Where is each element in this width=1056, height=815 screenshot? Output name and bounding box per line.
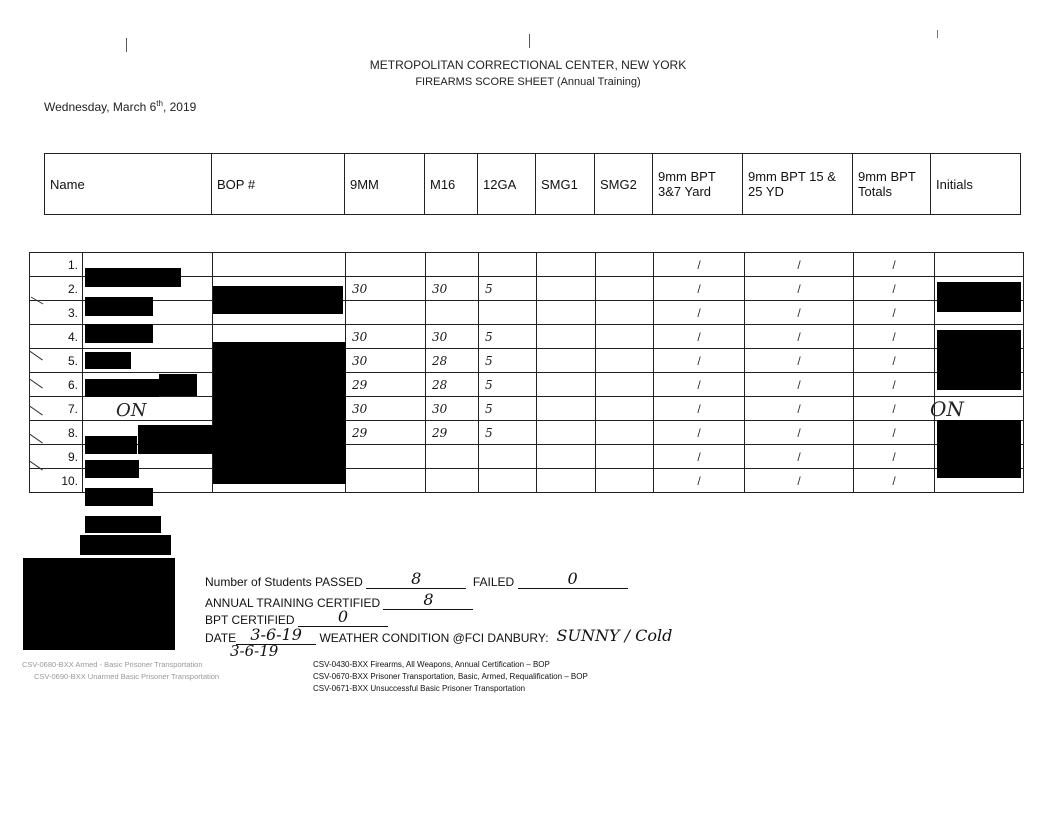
column-header: 9mm BPT 15 & 25 YD [743, 154, 853, 215]
score-9mm [346, 469, 426, 493]
score-m16 [426, 469, 479, 493]
name-cell [83, 397, 213, 421]
score-smg2 [596, 349, 654, 373]
bop-cell [213, 253, 346, 277]
score-smg2 [596, 253, 654, 277]
row-number: 1. [30, 253, 83, 277]
score-smg1 [537, 373, 596, 397]
score-smg2 [596, 421, 654, 445]
row-number: 3. [30, 301, 83, 325]
bpt-3-7-cell: / [654, 253, 745, 277]
document-subtitle: FIREARMS SCORE SHEET (Annual Training) [415, 76, 641, 88]
bpt-3-7-cell: / [654, 469, 745, 493]
bpt-totals-cell: / [854, 421, 935, 445]
column-header: SMG2 [595, 154, 653, 215]
failed-label: FAILED [472, 575, 515, 589]
score-smg2 [596, 469, 654, 493]
score-9mm: 30 [346, 349, 426, 373]
score-m16 [426, 301, 479, 325]
column-header: Initials [931, 154, 1021, 215]
bpt-3-7-cell: / [654, 277, 745, 301]
bpt-totals-cell: / [854, 397, 935, 421]
redaction-block [138, 425, 213, 454]
date-label: DATE [205, 631, 237, 645]
score-12ga [479, 301, 537, 325]
row-number: 8. [30, 421, 83, 445]
redaction-block [213, 342, 346, 484]
bpt-15-25-cell: / [745, 301, 854, 325]
score-9mm: 29 [346, 421, 426, 445]
bpt-15-25-cell: / [745, 397, 854, 421]
table-row [30, 301, 1024, 325]
score-9mm [346, 253, 426, 277]
score-m16: 30 [426, 277, 479, 301]
row-number: 2. [30, 277, 83, 301]
score-12ga [479, 253, 537, 277]
bpt-15-25-cell: / [745, 469, 854, 493]
redaction-block [85, 488, 153, 506]
bpt-totals-cell: / [854, 349, 935, 373]
score-m16: 30 [426, 397, 479, 421]
row-number: 10. [30, 469, 83, 493]
score-smg1 [537, 397, 596, 421]
bpt-totals-cell: / [854, 277, 935, 301]
redaction-block [85, 460, 139, 478]
redaction-block [937, 420, 1021, 478]
score-smg1 [537, 469, 596, 493]
bpt-3-7-cell: / [654, 397, 745, 421]
punch-mark [529, 34, 530, 48]
redaction-block [213, 286, 343, 314]
bpt-15-25-cell: / [745, 421, 854, 445]
column-header: Name [45, 154, 212, 215]
column-header: 12GA [478, 154, 536, 215]
score-12ga [479, 469, 537, 493]
score-smg1 [537, 349, 596, 373]
column-header: BOP # [212, 154, 345, 215]
score-m16: 30 [426, 325, 479, 349]
handwritten-initials: ON [930, 397, 964, 421]
weather-label: WEATHER CONDITION @FCI DANBURY: [319, 631, 549, 645]
score-12ga: 5 [479, 325, 537, 349]
weather-value: SUNNY / Cold [556, 626, 673, 645]
score-m16 [426, 253, 479, 277]
redaction-block [937, 282, 1021, 312]
column-header-table [44, 153, 1021, 215]
score-smg2 [596, 397, 654, 421]
date-value: 3-6-19 [236, 626, 316, 645]
row-number: 5. [30, 349, 83, 373]
passed-failed-line [205, 570, 628, 589]
initials-cell [935, 253, 1024, 277]
score-smg1 [537, 421, 596, 445]
date-line [44, 99, 196, 114]
redaction-block [85, 516, 161, 533]
redaction-block [85, 379, 159, 397]
date-value-rewritten: 3-6-19 [230, 642, 279, 660]
redaction-block [23, 558, 175, 650]
column-header: 9mm BPT Totals [853, 154, 931, 215]
bpt-15-25-cell: / [745, 349, 854, 373]
redaction-block [937, 330, 1021, 390]
score-smg1 [537, 253, 596, 277]
redaction-block [85, 324, 153, 343]
score-smg2 [596, 301, 654, 325]
score-smg1 [537, 301, 596, 325]
column-header: SMG1 [536, 154, 595, 215]
bpt-3-7-cell: / [654, 373, 745, 397]
table-row [30, 349, 1024, 373]
row-number: 6. [30, 373, 83, 397]
score-9mm [346, 445, 426, 469]
redaction-block [85, 268, 181, 287]
score-m16: 28 [426, 373, 479, 397]
passed-value: 8 [366, 570, 466, 589]
passed-label: Number of Students PASSED [205, 575, 363, 589]
column-header-row [45, 154, 1021, 215]
row-number: 4. [30, 325, 83, 349]
date-text: Wednesday, March 6 [44, 100, 157, 114]
table-row [30, 397, 1024, 421]
bpt-value: 0 [298, 608, 388, 627]
punch-mark [126, 38, 127, 52]
bpt-15-25-cell: / [745, 373, 854, 397]
bpt-totals-cell: / [854, 469, 935, 493]
table-row [30, 325, 1024, 349]
faint-cert-codes [22, 659, 219, 683]
redaction-block [85, 352, 131, 369]
redaction-block [159, 374, 197, 396]
row-number: 7. [30, 397, 83, 421]
bpt-totals-cell: / [854, 253, 935, 277]
score-9mm: 30 [346, 397, 426, 421]
bpt-3-7-cell: / [654, 445, 745, 469]
score-9mm [346, 301, 426, 325]
bpt-15-25-cell: / [745, 325, 854, 349]
redaction-block [80, 535, 171, 555]
score-m16 [426, 445, 479, 469]
score-12ga: 5 [479, 373, 537, 397]
failed-value: 0 [518, 570, 628, 589]
bpt-label: BPT CERTIFIED [205, 613, 295, 627]
score-12ga: 5 [479, 421, 537, 445]
bpt-totals-cell: / [854, 325, 935, 349]
score-12ga: 5 [479, 397, 537, 421]
date-suffix: th [156, 99, 163, 108]
score-table [29, 252, 1024, 493]
document-title: METROPOLITAN CORRECTIONAL CENTER, NEW YORK [369, 58, 687, 72]
column-header: M16 [425, 154, 478, 215]
score-smg2 [596, 325, 654, 349]
column-header: 9MM [345, 154, 425, 215]
table-row [30, 469, 1024, 493]
bpt-15-25-cell: / [745, 277, 854, 301]
faint-cert-line: CSV-0680-BXX Armed - Basic Prisoner Transportation [22, 660, 203, 669]
cert-codes [313, 659, 588, 695]
score-12ga: 5 [479, 277, 537, 301]
bpt-3-7-cell: / [654, 325, 745, 349]
score-m16: 29 [426, 421, 479, 445]
punch-mark [937, 30, 938, 38]
handwritten-initials: ON [116, 400, 147, 421]
cert-code-line: CSV-0671-BXX Unsuccessful Basic Prisoner Transportation [313, 684, 526, 693]
bpt-15-25-cell: / [745, 445, 854, 469]
score-smg2 [596, 445, 654, 469]
bpt-3-7-cell: / [654, 301, 745, 325]
score-9mm: 30 [346, 277, 426, 301]
row-number: 9. [30, 445, 83, 469]
bpt-totals-cell: / [854, 445, 935, 469]
score-smg2 [596, 277, 654, 301]
score-9mm: 30 [346, 325, 426, 349]
column-header: 9mm BPT 3&7 Yard [653, 154, 743, 215]
score-smg1 [537, 325, 596, 349]
score-9mm: 29 [346, 373, 426, 397]
score-smg2 [596, 373, 654, 397]
score-12ga [479, 445, 537, 469]
redaction-block [85, 436, 137, 454]
score-smg1 [537, 445, 596, 469]
score-smg1 [537, 277, 596, 301]
annual-label: ANNUAL TRAINING CERTIFIED [205, 596, 381, 610]
redaction-block [85, 297, 153, 316]
score-12ga: 5 [479, 349, 537, 373]
bpt-15-25-cell: / [745, 253, 854, 277]
bpt-3-7-cell: / [654, 349, 745, 373]
cert-code-line: CSV-0670-BXX Prisoner Transportation, Basic, Armed, Requalification – BOP [313, 672, 588, 681]
date-year: , 2019 [162, 100, 197, 114]
bpt-totals-cell: / [854, 373, 935, 397]
annual-value: 8 [383, 591, 473, 610]
score-m16: 28 [426, 349, 479, 373]
bpt-3-7-cell: / [654, 421, 745, 445]
cert-code-line: CSV-0430-BXX Firearms, All Weapons, Annual Certification – BOP [313, 660, 550, 669]
faint-cert-line: CSV-0690-BXX Unarmed Basic Prisoner Transportation [34, 672, 220, 681]
bpt-totals-cell: / [854, 301, 935, 325]
